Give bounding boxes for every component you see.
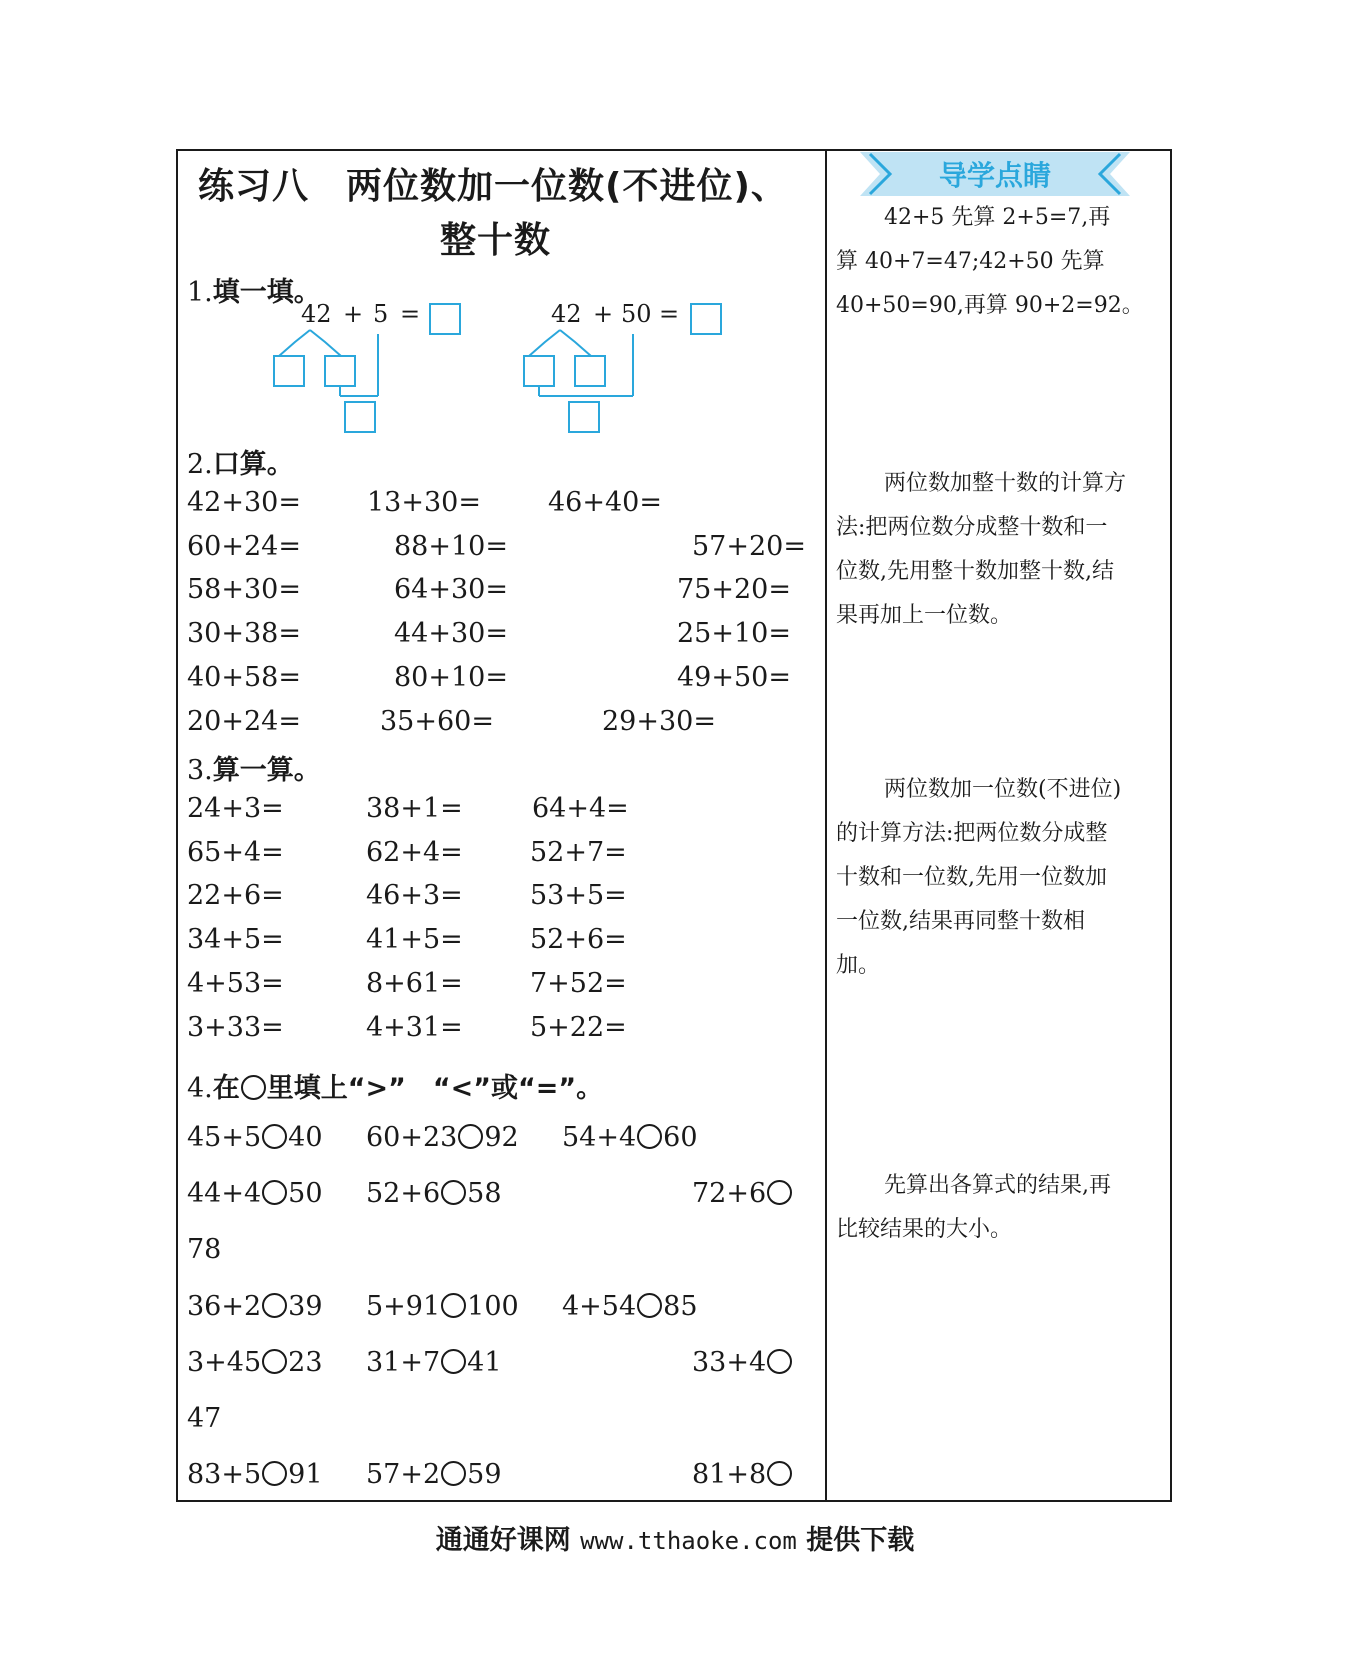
q4-left-expr: 72+6 [692,1178,767,1209]
q4-comparison [562,1122,698,1153]
q3-problem: 64+4= [532,793,629,824]
q3-problem: 22+6= [187,880,284,911]
sidebar-tip-line: 十数和一位数,先用一位数加 [836,865,1107,890]
q4-left-expr: 60+23 [366,1122,458,1153]
comparison-circle-icon[interactable] [441,1293,466,1318]
q1-left-b: 5 [373,300,389,328]
q3-text: 算一算。 [212,755,321,786]
q1-left-a: 42 [301,300,332,328]
q2-text: 口算。 [212,449,294,480]
q1-left-tens-box [274,356,304,386]
q4-comparison [692,1459,793,1490]
q2-problem: 25+10= [677,618,791,649]
title-line-1: 练习八 两位数加一位数(不进位)、 [198,166,788,207]
q3-problem: 62+4= [366,837,463,868]
q1-right-op: + [593,300,614,328]
q4-text-pre: 在 [212,1073,240,1104]
q4-comparison [366,1459,502,1490]
q4-comparison [692,1178,793,1209]
q1-number: 1. [187,277,213,308]
comparison-circle-icon[interactable] [262,1124,287,1149]
comparison-circle-icon[interactable] [637,1124,662,1149]
circle-blank-icon [241,1075,266,1100]
comparison-circle-icon[interactable] [637,1293,662,1318]
q3-problem: 34+5= [187,924,284,955]
q3-problem: 53+5= [530,880,627,911]
sidebar-tip-line: 42+5 先算 2+5=7,再 [884,205,1111,230]
sidebar-tip-line: 40+50=90,再算 90+2=92。 [836,293,1144,318]
title-line-2: 整十数 [440,220,552,261]
q1-right-result-box [569,402,599,432]
q4-comparison [562,1291,698,1322]
q4-comparison [187,1403,221,1434]
q4-left-expr: 52+6 [366,1178,441,1209]
footer-site: 通通好课网 [435,1525,571,1556]
q3-problem: 4+31= [366,1012,463,1043]
q4-right-value: 59 [467,1459,502,1490]
sidebar-tip-line: 两位数加一位数(不进位) [884,777,1122,802]
sidebar-tip-4 [836,1164,1111,1252]
q4-left-expr: 83+5 [187,1459,262,1490]
q3-problem: 38+1= [366,793,463,824]
q2-problem: 40+58= [187,662,301,693]
sidebar-tip-2 [836,462,1126,638]
q4-left-expr: 57+2 [366,1459,441,1490]
q4-comparison [366,1347,502,1378]
sidebar-tip-line: 的计算方法:把两位数分成整 [836,821,1108,846]
q4-comparison [692,1347,793,1378]
q4-right-value: 47 [187,1403,222,1434]
q4-left-expr: 5+91 [366,1291,441,1322]
q2-problem: 13+30= [367,487,481,518]
q4-left-expr: 54+4 [562,1122,637,1153]
q4-right-value: 41 [467,1347,502,1378]
comparison-circle-icon[interactable] [262,1349,287,1374]
q2-heading [187,442,294,481]
q3-number: 3. [187,755,213,786]
q2-problem: 60+24= [187,531,301,562]
sidebar-tip-3 [836,768,1121,988]
footer-url[interactable]: www.tthaoke.com [580,1527,797,1555]
comparison-circle-icon[interactable] [441,1349,466,1374]
q1-left-result-box [345,402,375,432]
q4-left-expr: 36+2 [187,1291,262,1322]
sidebar-tip-line: 算 40+7=47;42+50 先算 [836,249,1105,274]
q3-problem: 41+5= [366,924,463,955]
q4-right-value: 40 [288,1122,323,1153]
q4-left-expr: 45+5 [187,1122,262,1153]
q4-right-value: 50 [288,1178,323,1209]
q4-comparison [187,1122,323,1153]
q2-problem: 58+30= [187,574,301,605]
sidebar-tip-line: 果再加上一位数。 [836,603,1013,628]
q4-comparison [187,1459,323,1490]
q4-comparison [366,1291,519,1322]
sidebar-banner: 导学点睛 [938,159,1051,192]
q4-right-value: 39 [288,1291,323,1322]
q4-comparison [187,1178,323,1209]
q1-left-op: + [343,300,364,328]
q1-diagrams [255,298,815,438]
q4-number: 4. [187,1073,213,1104]
sidebar-tip-line: 加。 [836,953,881,978]
q4-heading [187,1066,603,1105]
q3-problem: 7+52= [530,968,627,999]
footer [0,1518,1350,1557]
comparison-circle-icon[interactable] [458,1124,483,1149]
q2-problem: 64+30= [394,574,508,605]
q1-right-ones-box [575,356,605,386]
q2-problem: 20+24= [187,706,301,737]
q4-right-value: 78 [187,1234,222,1265]
q4-comparison [187,1291,323,1322]
q2-problem: 88+10= [394,531,508,562]
sidebar-tip-line: 先算出各算式的结果,再 [884,1173,1111,1198]
q4-comparison [187,1234,221,1265]
q4-right-value: 100 [467,1291,519,1322]
q2-problem: 30+38= [187,618,301,649]
q1-right-a: 42 [551,300,582,328]
sidebar-tip-line: 位数,先用整十数加整十数,结 [836,559,1114,584]
q2-problem: 80+10= [394,662,508,693]
comparison-circle-icon[interactable] [262,1293,287,1318]
q2-problem: 49+50= [677,662,791,693]
q2-problem: 29+30= [602,706,716,737]
sidebar-tip-1 [836,196,1144,328]
q2-problem: 44+30= [394,618,508,649]
q4-comparison [366,1178,502,1209]
q4-left-expr: 33+4 [692,1347,767,1378]
q1-text: 填一填。 [212,277,321,308]
q3-heading [187,748,321,787]
q2-problem: 46+40= [548,487,662,518]
sidebar-tip-line: 两位数加整十数的计算方 [884,471,1127,496]
q4-right-value: 91 [288,1459,323,1490]
q1-right-eq: = [659,300,680,328]
footer-suffix: 提供下载 [806,1525,915,1556]
q3-problem: 52+7= [530,837,627,868]
q4-left-expr: 81+8 [692,1459,767,1490]
q2-problem: 35+60= [380,706,494,737]
comparison-circle-icon[interactable] [262,1180,287,1205]
q1-left-ones-box [325,356,355,386]
comparison-circle-icon[interactable] [767,1349,792,1374]
q4-right-value: 58 [467,1178,502,1209]
q3-problem: 24+3= [187,793,284,824]
sidebar-tip-line: 比较结果的大小。 [836,1217,1013,1242]
q4-text-post: 里填上“>” “<”或“=”。 [266,1073,604,1104]
comparison-circle-icon[interactable] [441,1180,466,1205]
q4-left-expr: 31+7 [366,1347,441,1378]
q3-problem: 4+53= [187,968,284,999]
q1-right-answer-box [691,304,721,334]
q4-left-expr: 44+4 [187,1178,262,1209]
q2-problem: 57+20= [692,531,806,562]
column-divider [825,149,827,1502]
q1-right-split-diagram [505,298,735,438]
q4-right-value: 85 [663,1291,698,1322]
q4-left-expr: 3+45 [187,1347,262,1378]
comparison-circle-icon[interactable] [767,1461,792,1486]
q3-problem: 8+61= [366,968,463,999]
q3-problem: 46+3= [366,880,463,911]
comparison-circle-icon[interactable] [262,1461,287,1486]
q4-comparison [187,1347,323,1378]
q1-left-eq: = [400,300,421,328]
q4-right-value: 92 [484,1122,519,1153]
comparison-circle-icon[interactable] [441,1461,466,1486]
q1-left-split-diagram [255,298,485,438]
q4-left-expr: 4+54 [562,1291,637,1322]
q3-problem: 3+33= [187,1012,284,1043]
q4-right-value: 23 [288,1347,323,1378]
q3-problem: 52+6= [530,924,627,955]
q4-right-value: 60 [663,1122,698,1153]
q3-problem: 5+22= [530,1012,627,1043]
q2-problem: 75+20= [677,574,791,605]
sidebar-tip-line: 一位数,结果再同整十数相 [836,909,1085,934]
q3-problem: 65+4= [187,837,284,868]
q1-right-tens-box [524,356,554,386]
q1-right-b: 50 [621,300,652,328]
sidebar-tip-line: 法:把两位数分成整十数和一 [836,515,1108,540]
comparison-circle-icon[interactable] [767,1180,792,1205]
q2-number: 2. [187,449,213,480]
q1-left-answer-box [430,304,460,334]
q2-problem: 42+30= [187,487,301,518]
q4-comparison [366,1122,519,1153]
